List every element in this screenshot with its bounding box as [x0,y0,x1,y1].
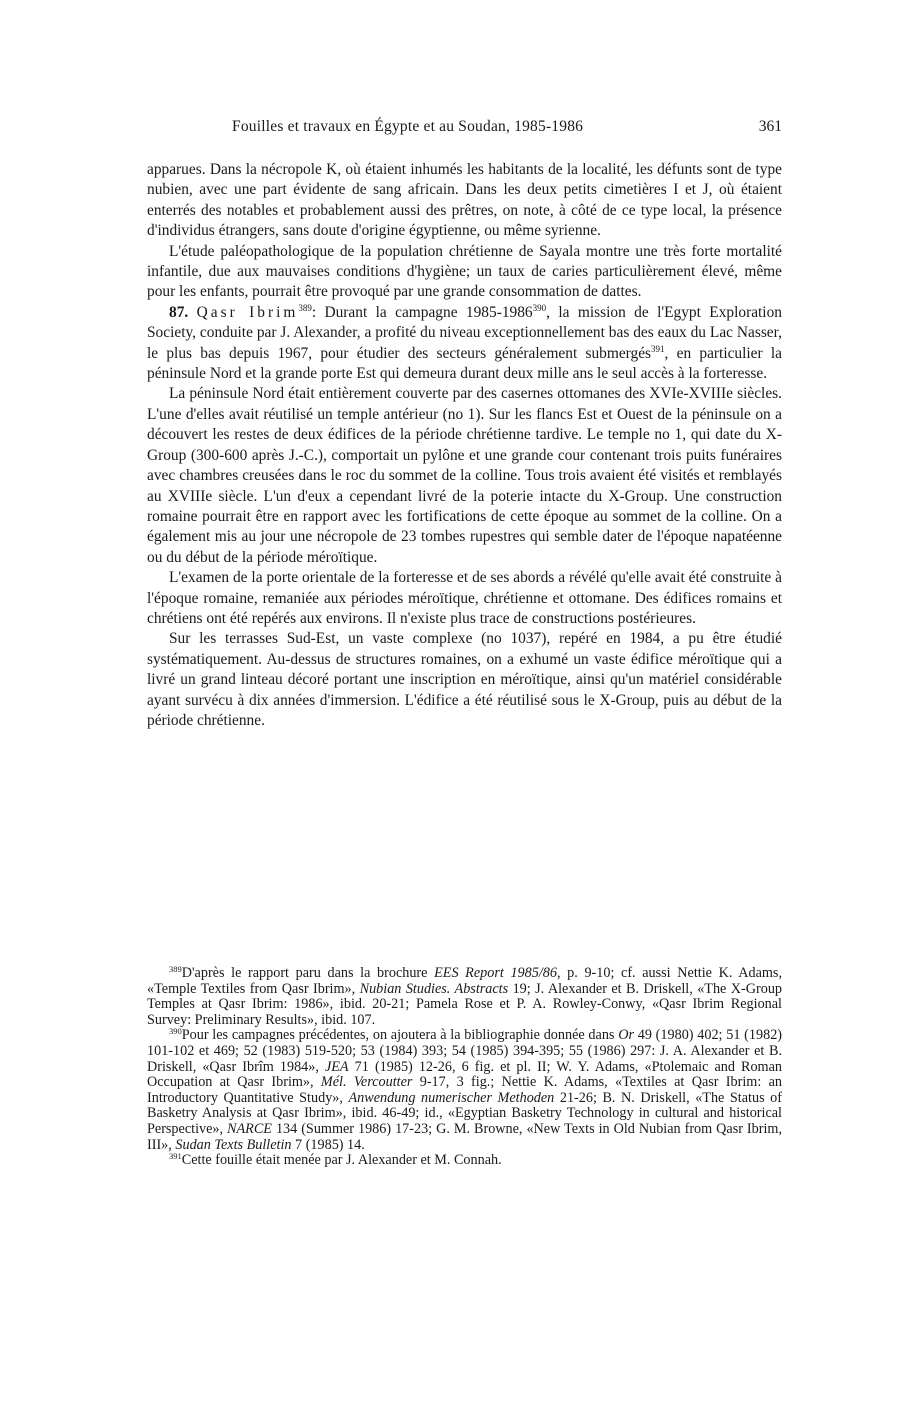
running-head [147,118,782,138]
footnote-390-text-g: 7 (1985) 14. [291,1136,365,1153]
footnote-390 [147,1028,782,1153]
footnote-390-italic-f: Sudan Texts Bulletin [175,1136,292,1153]
footnote-389-text-a: D'après le rapport paru dans la brochure [181,965,435,981]
footnote-mark-390: 390 [169,1026,182,1037]
page-number: 361 [758,118,782,135]
running-title: Fouilles et travaux en Égypte et au Soudan, 1985-1986 [232,118,584,135]
footnote-391-text: Cette fouille était menée par J. Alexander et M. Connah. [181,1152,502,1169]
footnote-390-italic-d: Anwendung numerischer Methoden [348,1089,555,1106]
footnote-389-italic-b: Nubian Studies. Abstracts [359,980,509,997]
footnote-389-text-b: , p. 9-10; cf. aussi Nettie K. Adams, «Temple Textiles from Qasr Ibrim», [147,965,782,997]
footnote-390-text-b: 49 (1980) 402; 51 (1982) 101-102 et 469; 52 (1983) 519-520; 53 (1984) 393; 54 (1985) 394-395; 55 (1986) 297: J. A. Alexander et B. Driskell, «Qasr Ibrîm 1984», [147,1027,783,1075]
footnote-390-italic-c: Mél. Vercoutter [320,1074,413,1091]
footnote-391 [147,1153,782,1169]
paragraph-5: L'examen de la porte orientale de la forteresse et de ses abords a révélé qu'elle avait été construite à l'époque romaine, remaniée aux périodes méroïtique, chrétienne et ottomane. Des édifices romains et chrétiens ont été repérés aux environs. Il n'existe plus trace de constructions postérieures. [147,569,782,627]
paragraph-3-text-3: , en particulier la péninsule Nord et la grande porte Est qui demeura durant deux mille ans le seul accès à la forteresse. [147,344,782,383]
footnote-389-italic-a: EES Report 1985/86 [434,965,557,981]
footnote-390-text-c: 71 (1985) 12-26, 6 fig. et pl. II; W. Y. Adams, «Ptolemaic and Roman Occupation at Qasr Ibrim», [147,1058,782,1091]
paragraph-6: Sur les terrasses Sud-Est, un vaste complexe (no 1037), repéré en 1984, a pu être étudié systématiquement. Au-dessus de structures romaines, on a exhumé un vaste édifice méroïtique qui a livré un grand linteau décoré portant une inscription en méroïtique, ainsi qu'un matériel considérable ayant survécu à dix années d'immersion. L'édifice a été réutilisé sous le X-Group, puis au début de la période chrétienne. [147,630,782,729]
footnote-390-italic-a: Or [618,1027,634,1044]
body-text [147,160,782,731]
footnotes [147,966,782,1169]
footnote-ref-390[interactable]: 390 [532,302,547,313]
paragraph-3 [147,303,782,385]
footnote-390-text-d: 9-17, 3 fig.; Nettie K. Adams, «Textiles at Qasr Ibrim: an Introductory Quantitative Study», [147,1074,782,1106]
paragraph-4: La péninsule Nord était entièrement couverte par des casernes ottomanes des XVIe-XVIIIe siècles. L'une d'elles avait réutilisé un temple antérieur (no 1). Sur les flancs Est et Ouest de la péninsule on a découvert les restes de deux édifices de la période chrétienne tardive. Le temple no 1, qui date du X-Group (300-600 après J.-C.), comportait un pylône et une grande cour contenant trois puits funéraires avec chambres creusées dans le roc du sommet de la colline. Tous trois avaient été visités et remblayés au XVIIIe siècle. L'un d'eux a cependant livré de la poterie intacte du X-Group. Une construction romaine pourrait être en rapport avec les fortifications de cette époque au sommet de la colline. On a également mis au jour une nécropole de 23 tombes rupestres qui semble dater de l'époque napatéenne ou du début de la période méroïtique. [147,385,782,566]
footnote-390-italic-b: JEA [324,1058,349,1075]
site-name: Qasr Ibrim [196,303,299,321]
footnote-389-text-c: 19; J. Alexander et B. Driskell, «The X-Group Temples at Qasr Ibrim: 1986», ibid. 20-21; Pamela Rose et P. A. Rowley-Conwy, «Qasr Ibrim Regional Survey: Preliminary Results», ibid. 107. [147,980,783,1028]
paragraph-3-text-2: , la mission de l'Egypt Exploration Society, conduite par J. Alexander, a profité du niveau exceptionnellement bas des eaux du Lac Nasser, le plus bas depuis 1967, pour étudier des secteurs généralement submergés [147,303,782,362]
footnote-390-italic-e: NARCE [227,1120,272,1137]
paragraph-2: L'étude paléopathologique de la population chrétienne de Sayala montre une très forte mortalité infantile, due aux mauvaises conditions d'hygiène; un taux de caries particulièrement élevé, même pour les enfants, pourrait être provoqué par une grande consommation de dattes. [147,242,782,301]
footnote-ref-391[interactable]: 391 [651,343,665,354]
footnote-390-text-a: Pour les campagnes précédentes, on ajoutera à la bibliographie donnée dans [181,1027,619,1044]
footnote-389 [147,966,782,1028]
footnote-390-text-e: 21-26; B. N. Driskell, «The Status of Basketry Analysis at Qasr Ibrim», ibid. 46-49; id., «Egyptian Basketry Technology in cultural and historical Perspective», [147,1089,782,1137]
footnote-mark-391: 391 [169,1151,182,1162]
footnote-ref-389[interactable]: 389 [298,302,312,313]
paragraph-1: apparues. Dans la nécropole K, où étaient inhumés les habitants de la localité, les défunts sont de type nubien, avec une part évidente de sang africain. Dans les deux petits cimetières I et J, où étaient enterrés des notables et probablement aussi des prêtres, on note, à côté de ce type local, la présence d'individus étrangers, sans doute d'origine égyptienne, ou même syrienne. [147,161,782,240]
section-number: 87. [169,303,189,321]
footnote-390-text-f: 134 (Summer 1986) 17-23; G. M. Browne, «New Texts in Old Nubian from Qasr Ibrim, III», [147,1120,782,1153]
footnote-mark-389: 389 [169,964,182,974]
paragraph-3-text-1: : Durant la campagne 1985-1986 [311,303,533,321]
